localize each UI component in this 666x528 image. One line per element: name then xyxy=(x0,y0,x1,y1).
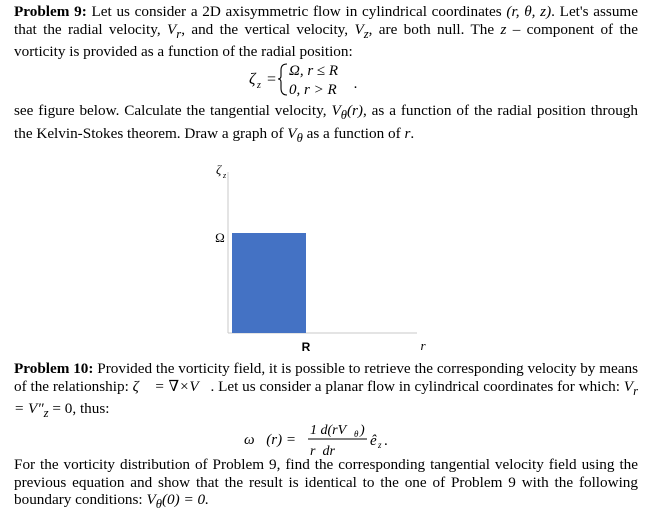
svg-text:r dr: r dr xyxy=(310,444,335,459)
vorticity-velocity-equation xyxy=(240,418,440,460)
problem-9-heading: Problem 9: xyxy=(14,3,87,20)
svg-text:.: . xyxy=(384,433,388,449)
svg-text:θ: θ xyxy=(354,429,359,439)
vorticity-bar xyxy=(232,233,306,333)
svg-text:ω⃗(r) =: ω⃗(r) = xyxy=(244,432,296,448)
problem-9-intro: Problem 9: Let us consider a 2D axisymmetric flow in cylindrical coordinates (r, θ, z). Let's assume that the radial velocity, $V_r$, and the vertical velocity, $V_z$, are both null. The z – component of the vorticity is provided as a function of the radial position: xyxy=(14,3,639,61)
svg-text:z: z xyxy=(223,171,227,180)
vorticity-piecewise-equation xyxy=(247,58,387,100)
case-outside: 0, r > R xyxy=(289,82,337,98)
svg-text:z: z xyxy=(378,440,382,450)
brace xyxy=(278,64,287,95)
v-theta-symbol: $V_\theta$ xyxy=(287,124,303,145)
y-axis-label: ζ xyxy=(216,162,222,177)
R-tick-label: R xyxy=(301,340,311,354)
svg-text:): ) xyxy=(360,423,365,438)
problem-10-intro: Problem 10: Provided the vorticity field, it is possible to retrieve the corresponding velocity by means of the relationship: ζ⃗ = ∇×V⃗. Let us consider a planar flow in cylindrical coordinates for which: $V_r = V''_z = 0$, thus: xyxy=(14,360,639,421)
omega-tick-label: Ω xyxy=(215,230,225,245)
svg-text:z: z xyxy=(257,80,261,91)
x-axis-label: r xyxy=(420,338,426,353)
svg-text:ê: ê xyxy=(370,433,377,449)
problem-9-task: see figure below. Calculate the tangential velocity, $V_\theta(r)$, as a function of the radial position through the Kelvin-Stokes theorem. Draw a graph of $V_\theta$ as a function of r. xyxy=(14,102,638,145)
problem-10-task: For the vorticity distribution of Problem 9, find the corresponding tangential velocity field using the previous equation and show that the result is identical to the one of Problem 9 with the following boundary conditions: $V_\theta(0) = 0$. xyxy=(14,456,638,512)
curl-relationship: ζ⃗ = ∇×V⃗ xyxy=(132,377,211,395)
svg-text:·: · xyxy=(353,80,358,96)
zeta-symbol: ζ xyxy=(249,71,256,88)
svg-text:1 d(rV: 1 d(rV xyxy=(310,423,347,438)
case-inside: Ω, r ≤ R xyxy=(289,63,339,79)
svg-text:=: = xyxy=(267,71,277,88)
problem-10-heading: Problem 10: xyxy=(14,360,94,377)
vorticity-graph xyxy=(195,150,445,355)
